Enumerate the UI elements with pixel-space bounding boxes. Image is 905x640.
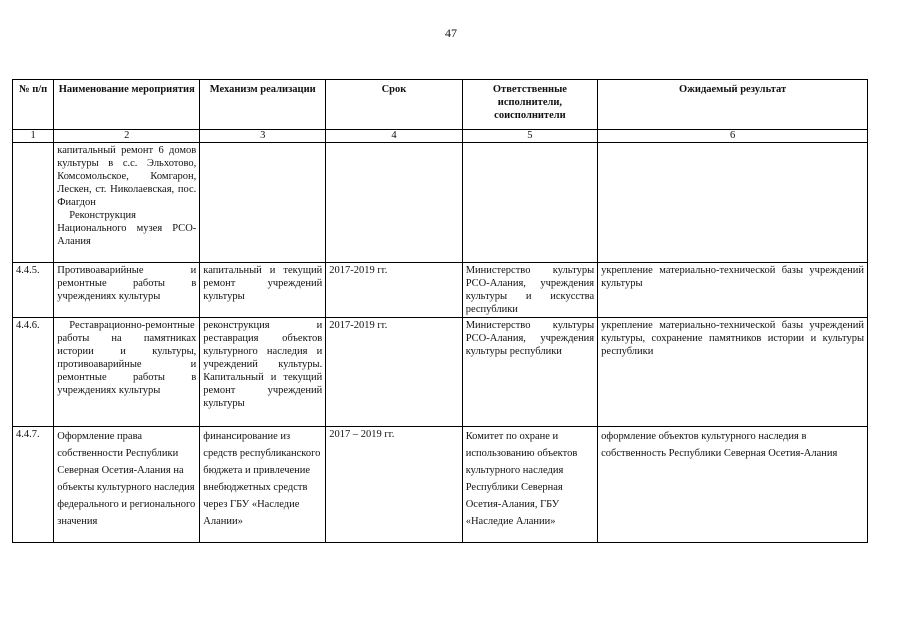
table-row (13, 263, 868, 318)
cell-mechanism: реконструкция и реставрация объектов культурного наследия и учреждений культуры. Капитальный и текущий ремонт учреждений культуры (200, 318, 326, 427)
cell-responsible: Комитет по охране и использованию объектов культурного наследия Республики Северная Осетия-Алания, ГБУ «Наследие Алании» (462, 427, 597, 543)
table-row (13, 427, 868, 543)
cell-term (326, 143, 463, 263)
cell-name: Противоаварийные и ремонтные работы в учреждениях культуры (54, 263, 200, 318)
column-number: 2 (54, 130, 200, 143)
column-number: 6 (598, 130, 868, 143)
cell-number: 4.4.5. (13, 263, 54, 318)
column-number: 5 (462, 130, 597, 143)
column-number-row (13, 130, 868, 143)
cell-mechanism: финансирование из средств республиканского бюджета и привлечение внебюджетных средств через ГБУ «Наследие Алании» (200, 427, 326, 543)
cell-mechanism (200, 143, 326, 263)
header-number: № п/п (13, 80, 54, 130)
cell-number (13, 143, 54, 263)
action-plan-table (12, 79, 868, 543)
page-number: 47 (445, 26, 457, 40)
continuation-name-part2: Реконструкция Национального музея РСО-Алания (57, 210, 197, 247)
cell-result (598, 143, 868, 263)
cell-term: 2017 – 2019 гг. (326, 427, 463, 543)
column-number: 4 (326, 130, 463, 143)
table-header-row (13, 80, 868, 130)
header-responsible: Ответственные исполнители, соисполнители (462, 80, 597, 130)
table-row-continuation (13, 143, 868, 263)
cell-name (54, 143, 200, 263)
cell-term: 2017-2019 гг. (326, 318, 463, 427)
cell-number: 4.4.6. (13, 318, 54, 427)
cell-number: 4.4.7. (13, 427, 54, 543)
cell-result: укрепление материально-технической базы учреждений культуры, сохранение памятников истории и культуры республики (598, 318, 868, 427)
header-term: Срок (326, 80, 463, 130)
header-mechanism: Механизм реализации (200, 80, 326, 130)
cell-responsible: Министерство культуры РСО-Алания, учреждения культуры и искусства республики (462, 263, 597, 318)
cell-name: Реставрационно-ремонтные работы на памятниках истории и культуры, противоаварийные и ремонтные работы в учреждениях культуры (54, 318, 200, 427)
continuation-name-part1: капитальный ремонт 6 домов культуры в с.с. Эльхотово, Комсомольское, Комгарон, Лескен, ст. Николаевская, пос. Фиагдон (57, 145, 197, 208)
cell-mechanism: капитальный и текущий ремонт учреждений культуры (200, 263, 326, 318)
column-number: 1 (13, 130, 54, 143)
column-number: 3 (200, 130, 326, 143)
header-result: Ожидаемый результат (598, 80, 868, 130)
cell-result: укрепление материально-технической базы учреждений культуры (598, 263, 868, 318)
cell-responsible (462, 143, 597, 263)
cell-result: оформление объектов культурного наследия в собственность Республики Северная Осетия-Алания (598, 427, 868, 543)
header-name: Наименование мероприятия (54, 80, 200, 130)
cell-term: 2017-2019 гг. (326, 263, 463, 318)
cell-responsible: Министерство культуры РСО-Алания, учреждения культуры республики (462, 318, 597, 427)
table-row (13, 318, 868, 427)
cell-name: Оформление права собственности Республики Северная Осетия-Алания на объекты культурного наследия федерального и регионального значения (54, 427, 200, 543)
